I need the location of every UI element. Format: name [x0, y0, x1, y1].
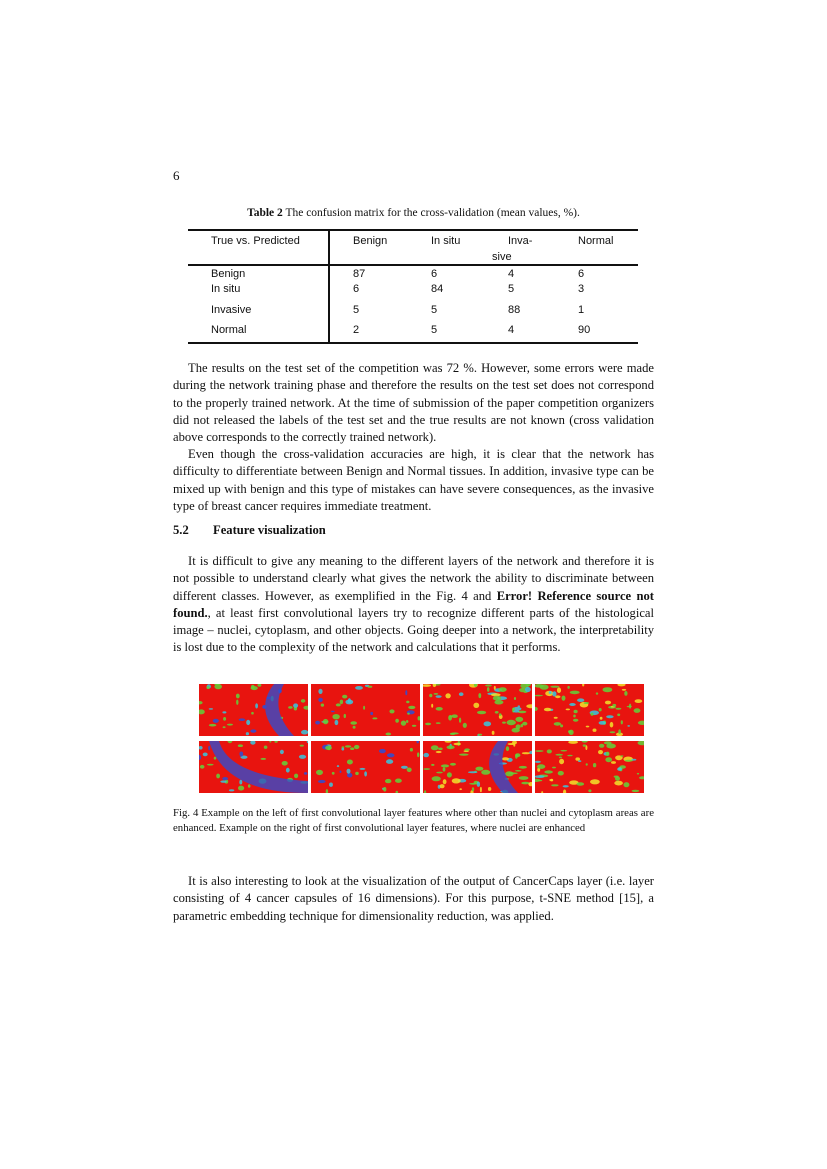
- feature-map-right-top-b: [535, 684, 644, 736]
- table-body: [188, 266, 638, 342]
- figure-caption: Fig. 4 Example on the left of first convolutional layer features where other than nuclei and cytoplasm areas are enhanced. Example on the right of first convolutional layer features, where nuclei are enhanced: [173, 807, 654, 835]
- table-cell: 87: [353, 268, 366, 280]
- header-true-vs-predicted: True vs. Predicted: [211, 235, 300, 247]
- section-title: Feature visualization: [213, 523, 326, 537]
- feature-map-left-top-a: [199, 684, 308, 736]
- table-cell: 5: [431, 304, 438, 316]
- section-number: 5.2: [173, 523, 189, 537]
- table-header: [188, 231, 638, 266]
- header-normal: Normal: [578, 235, 614, 247]
- table-cell: 5: [431, 324, 438, 336]
- feature-texture: [199, 741, 308, 793]
- feature-map-left-bottom-a: [199, 741, 308, 793]
- row-label: Normal: [211, 324, 247, 336]
- paragraph-accuracy-discussion: Even though the cross-validation accuracies are high, it is clear that the network has difficulty to differentiate between Benign and Normal tissues. In addition, invasive type can be mixed up with benign and this type of mistakes can have severe consequences, as the invasive type of breast cancer requires immediate treatment.: [173, 447, 654, 513]
- feature-texture: [311, 741, 420, 793]
- table-cell: 6: [431, 268, 438, 280]
- table-caption-label: Table 2: [247, 207, 283, 219]
- row-label: Invasive: [211, 304, 252, 316]
- table-cell: 3: [578, 283, 585, 295]
- feature-map-right-bottom-b: [535, 741, 644, 793]
- feature-texture: [423, 741, 532, 793]
- confusion-matrix-table: [188, 229, 638, 344]
- table-cell: 6: [353, 283, 360, 295]
- feature-map-right-top-a: [423, 684, 532, 736]
- table-cell: 1: [578, 304, 585, 316]
- feature-texture: [535, 684, 644, 736]
- feature-texture: [535, 741, 644, 793]
- table-cell: 2: [353, 324, 360, 336]
- header-invasive-line2: sive: [492, 251, 512, 263]
- feature-map-left-top-b: [311, 684, 420, 736]
- table-cell: 88: [508, 304, 521, 316]
- feature-map-left-bottom-b: [311, 741, 420, 793]
- table-caption-text: The confusion matrix for the cross-validation (mean values, %).: [285, 207, 580, 219]
- table-cell: 5: [508, 283, 515, 295]
- section-heading: [173, 523, 326, 538]
- table-cell: 5: [353, 304, 360, 316]
- table-cell: 4: [508, 324, 515, 336]
- header-invasive-line1: Inva-: [508, 235, 533, 247]
- table-cell: 6: [578, 268, 585, 280]
- table-cell: 84: [431, 283, 444, 295]
- feature-texture: [423, 684, 532, 736]
- paragraph-feature-visualization: It is difficult to give any meaning to the different layers of the network and therefore it is not possible to understand clearly what gives the network the ability to discriminate between different classes. However, as exemplified in the Fig. 4 and Error! Reference source not found., at least first convolutional layers try to recognize different parts of the histological image – nuclei, cytoplasm, and other objects. Going deeper into a network, the interpretability is lost due to the complexity of the network and calculations that it performs.: [173, 554, 654, 655]
- feature-map-right-bottom-a: [423, 741, 532, 793]
- page-number: 6: [173, 168, 180, 183]
- row-label: In situ: [211, 283, 241, 295]
- feature-texture: [199, 684, 308, 736]
- header-in-situ: In situ: [431, 235, 461, 247]
- header-benign: Benign: [353, 235, 388, 247]
- table-cell: 90: [578, 324, 591, 336]
- paragraph-test-results: The results on the test set of the competition was 72 %. However, some errors were made during the network training phase and therefore the results on the test set does not correspond to the properly trained network. At the time of submission of the paper competition organizers did not released the labels of the test set and the true results are not known (cross validation above corresponds to the correctly trained network).: [173, 361, 654, 445]
- figure-feature-maps: [199, 684, 643, 794]
- feature-texture: [311, 684, 420, 736]
- table-cell: 4: [508, 268, 515, 280]
- reference-error: Error! Reference source not found.: [173, 588, 654, 620]
- table-caption: [0, 207, 827, 219]
- row-label: Benign: [211, 268, 246, 280]
- paragraph-cancercaps: It is also interesting to look at the visualization of the output of CancerCaps layer (i.e. layer consisting of 4 cancer capsules of 16 dimensions). For this purpose, t-SNE method [15], a parametric embedding technique for dimensionality reduction, was applied.: [173, 874, 654, 923]
